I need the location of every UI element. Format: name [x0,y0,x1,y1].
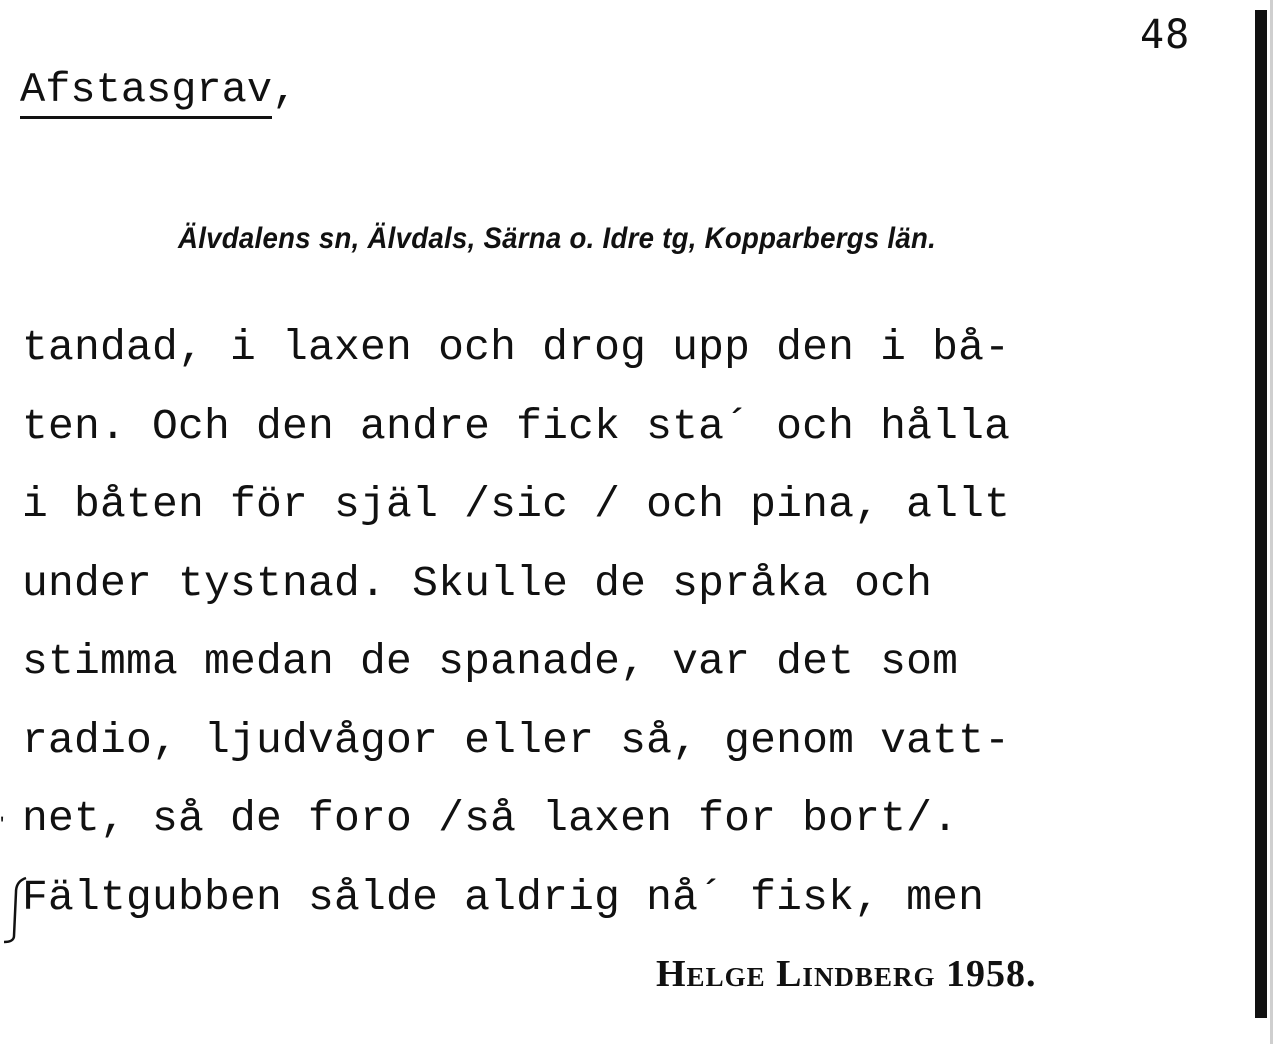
text-line-7: net, så de foro /så laxen for bort/. [22,794,959,843]
card-edge-shadow [1270,0,1273,1044]
text-line-5: stimma medan de spanade, var det som [22,637,959,686]
heading-word: Afstasgrav [20,66,272,119]
margin-tick-mark: ʹ [0,812,5,837]
text-line-4: under tystnad. Skulle de språka och [22,558,933,608]
heading-punctuation: , [272,66,298,114]
card-edge-border [1255,10,1267,1018]
text-line-2: ten. Och den andre fick sta´ och hålla [22,401,1011,451]
paragraph-bracket-mark [2,874,28,946]
text-line-3: i båten för själ /sic / och pina, allt [22,480,1011,529]
page-number: 48 [1140,12,1191,58]
card-heading [20,66,297,114]
location-stamp: Älvdalens sn, Älvdals, Särna o. Idre tg, Kopparbergs län. [178,222,937,255]
signature: Helge Lindberg 1958. [656,953,1037,995]
transcript-text [22,318,1010,946]
text-line-6: radio, ljudvågor eller så, genom vatt- [22,715,1011,765]
text-line-8: Fältgubben sålde aldrig nå´ fisk, men [22,872,985,922]
text-line-1: tandad, i laxen och drog upp den i bå- [22,323,1011,372]
